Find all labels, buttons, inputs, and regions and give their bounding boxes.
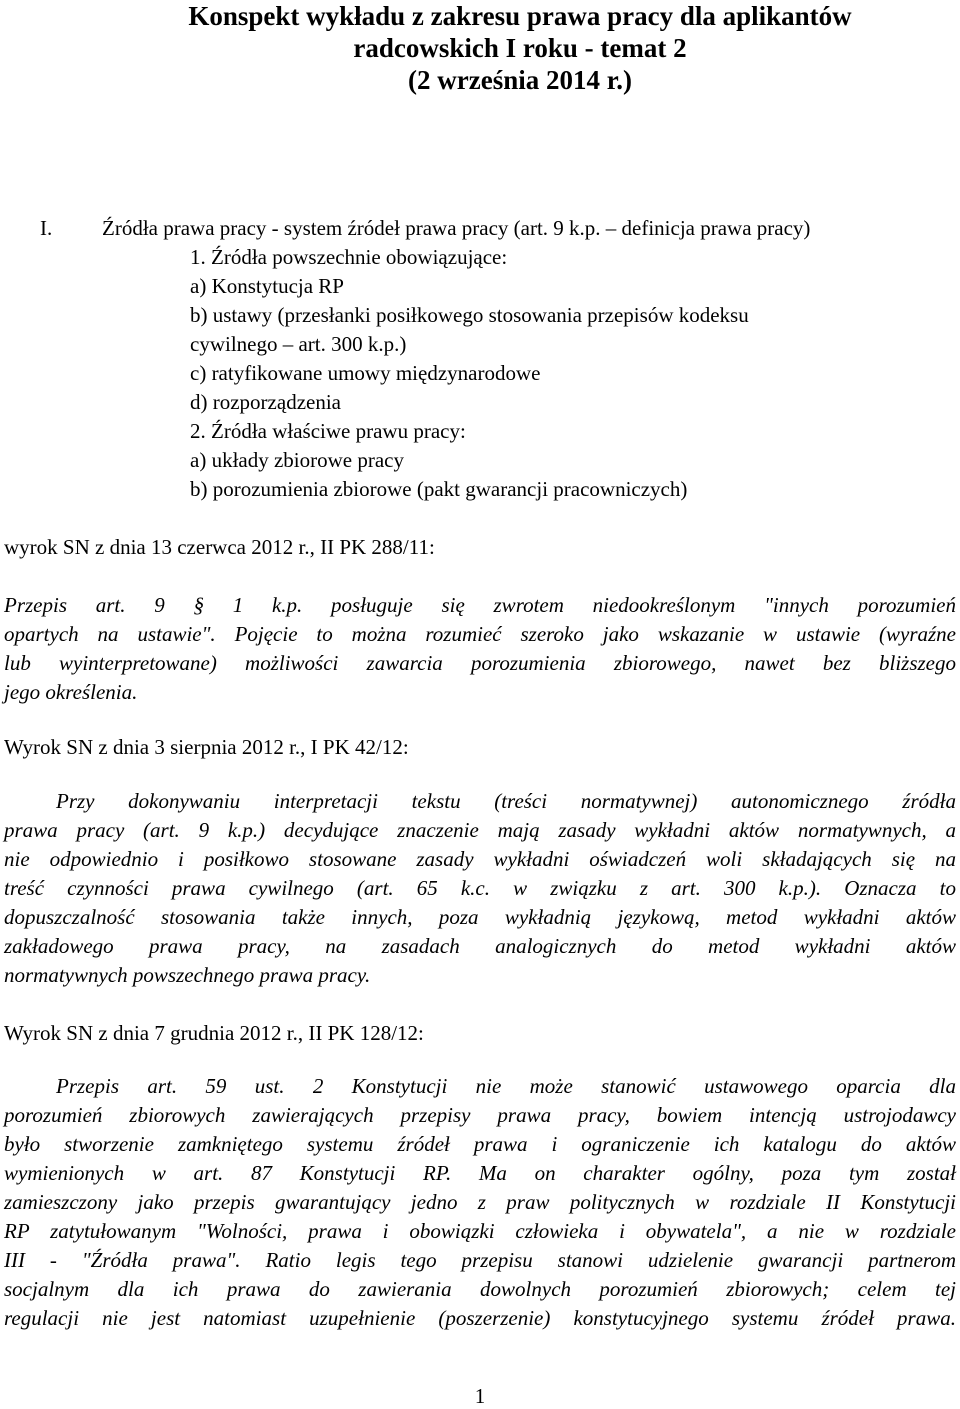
- list-item-1a: a) Konstytucja RP: [190, 274, 344, 298]
- title-line-3: (2 września 2014 r.): [408, 65, 632, 95]
- list-item-2: 2. Źródła właściwe prawu pracy:: [190, 419, 466, 443]
- ruling-3-text: [4, 1072, 956, 1333]
- ruling-3-line-1: Przepis art. 59 ust. 2 Konstytucji nie może stanowić ustawowego oparcia dla: [56, 1074, 956, 1098]
- section-heading: Źródła prawa pracy - system źródeł prawa pracy (art. 9 k.p. – definicja prawa pracy): [102, 216, 811, 240]
- ruling-1-text: [4, 591, 956, 707]
- ruling-1-line-2: opartych na ustawie". Pojęcie to można rozumieć szeroko jako wskazanie w ustawie (wyraźne: [4, 622, 956, 646]
- section-number: I.: [40, 216, 53, 240]
- list-item-1b: b) ustawy (przesłanki posiłkowego stosowania przepisów kodeksu: [190, 303, 749, 327]
- list-item-1: 1. Źródła powszechnie obowiązujące:: [190, 245, 508, 269]
- list-item-1d: d) rozporządzenia: [190, 390, 341, 414]
- ruling-1-line-4: jego określenia.: [4, 680, 138, 704]
- ruling-1-line-3: lub wyinterpretowane) możliwości zawarcia porozumienia zbiorowego, nawet bez bliższego: [4, 651, 956, 675]
- ruling-2-line-6: zakładowego prawa pracy, na zasadach analogicznych do metod wykładni aktów: [4, 934, 956, 958]
- ruling-3-line-8: socjalnym dla ich prawa do zawierania dowolnych porozumień zbiorowych; celem tej: [4, 1277, 956, 1301]
- ruling-3-line-5: zamieszczony jako przepis gwarantujący jedno z praw politycznych w rozdziale II Konstytucji: [4, 1190, 956, 1214]
- ruling-2-heading: Wyrok SN z dnia 3 sierpnia 2012 r., I PK 42/12:: [4, 735, 409, 759]
- ruling-2-text: [4, 787, 956, 990]
- list-item-1c: c) ratyfikowane umowy międzynarodowe: [190, 361, 541, 385]
- ruling-2-line-5: dopuszczalność stosowania także innych, poza wykładnią językową, metod wykładni aktów: [4, 905, 956, 929]
- ruling-2-line-1: Przy dokonywaniu interpretacji tekstu (treści normatywnej) autonomicznego źródła: [56, 789, 956, 813]
- ruling-2-line-4: treść czynności prawa cywilnego (art. 65 k.c. w związku z art. 300 k.p.). Oznacza to: [4, 876, 956, 900]
- page-number: 1: [474, 1384, 486, 1408]
- ruling-3-line-6: RP zatytułowanym "Wolności, prawa i obowiązki człowieka i obywatela", a nie w rozdziale: [4, 1219, 956, 1243]
- ruling-1-heading: wyrok SN z dnia 13 czerwca 2012 r., II PK 288/11:: [4, 535, 435, 559]
- ruling-3-line-9: regulacji nie jest natomiast uzupełnienie (poszerzenie) konstytucyjnego systemu źródeł prawa.: [4, 1306, 956, 1330]
- ruling-2-line-3: nie odpowiednio i posiłkowo stosowane zasady wykładni oświadczeń woli składających się na: [4, 847, 956, 871]
- list-item-2a: a) układy zbiorowe pracy: [190, 448, 404, 472]
- ruling-3-line-4: wymienionych w art. 87 Konstytucji RP. Ma on charakter ogólny, poza tym został: [4, 1161, 956, 1185]
- list-item-1b-cont: cywilnego – art. 300 k.p.): [190, 332, 407, 356]
- title-line-2: radcowskich I roku - temat 2: [353, 33, 687, 63]
- list-item-2b: b) porozumienia zbiorowe (pakt gwarancji pracowniczych): [190, 477, 688, 501]
- ruling-1-line-1: Przepis art. 9 § 1 k.p. posługuje się zwrotem niedookreślonym "innych porozumień: [4, 593, 956, 617]
- title-line-1: Konspekt wykładu z zakresu prawa pracy dla aplikantów: [188, 1, 852, 31]
- ruling-3-line-2: porozumień zbiorowych zawierających przepisy prawa pracy, bowiem intencją ustrojodawcy: [4, 1103, 956, 1127]
- ruling-3-line-3: było stworzenie zamkniętego systemu źródeł prawa i ograniczenie ich katalogu do aktów: [4, 1132, 956, 1156]
- ruling-3-line-7: III - "Źródła prawa". Ratio legis tego przepisu stanowi udzielenie gwarancji partnerom: [4, 1248, 956, 1272]
- ruling-2-line-2: prawa pracy (art. 9 k.p.) decydujące znaczenie mają zasady wykładni aktów normatywnych, a: [4, 818, 956, 842]
- ruling-3-heading: Wyrok SN z dnia 7 grudnia 2012 r., II PK 128/12:: [4, 1021, 424, 1045]
- ruling-2-line-7: normatywnych powszechnego prawa pracy.: [4, 963, 371, 987]
- document-title: [0, 0, 960, 96]
